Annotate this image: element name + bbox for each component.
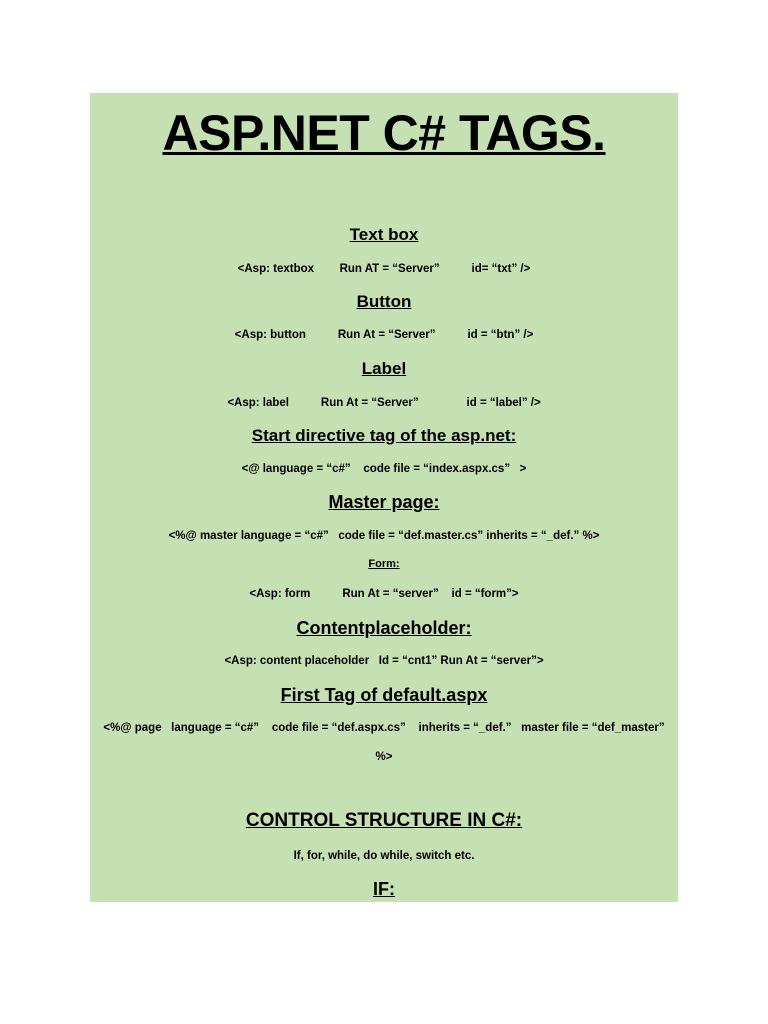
document-page — [90, 93, 678, 902]
contentplaceholder-heading: Contentplaceholder: — [296, 618, 472, 638]
control-structure-heading: CONTROL STRUCTURE IN C#: — [245, 810, 523, 831]
form-code: <Asp: form Run At = “server” id = “form”> — [249, 588, 519, 600]
control-structure-text: If, for, while, do while, switch etc. — [293, 850, 475, 862]
label-heading: Label — [361, 359, 407, 378]
button-heading: Button — [356, 292, 412, 311]
label-code: <Asp: label Run At = “Server” id = “label” /> — [227, 397, 541, 409]
first-tag-heading: First Tag of default.aspx — [280, 685, 488, 705]
textbox-heading: Text box — [349, 225, 419, 244]
first-tag-code-line2: %> — [375, 751, 393, 763]
master-page-code: <%@ master language = “c#” code file = “def.master.cs” inherits = “_def.” %> — [168, 530, 600, 542]
start-directive-heading: Start directive tag of the asp.net: — [251, 426, 517, 445]
first-tag-code-line1: <%@ page language = “c#” code file = “def.aspx.cs” inherits = “_def.” master file = “def_master” — [103, 722, 665, 734]
document-title: ASP.NET C# TAGS. — [162, 105, 606, 161]
master-page-heading: Master page: — [328, 492, 440, 512]
textbox-code: <Asp: textbox Run AT = “Server” id= “txt” /> — [237, 263, 531, 275]
button-code: <Asp: button Run At = “Server” id = “btn” /> — [234, 329, 534, 341]
form-heading: Form: — [368, 558, 400, 570]
if-heading: IF: — [373, 879, 395, 899]
start-directive-code: <@ language = “c#” code file = “index.aspx.cs” > — [241, 463, 527, 475]
contentplaceholder-code: <Asp: content placeholder Id = “cnt1” Run At = “server”> — [224, 655, 544, 667]
